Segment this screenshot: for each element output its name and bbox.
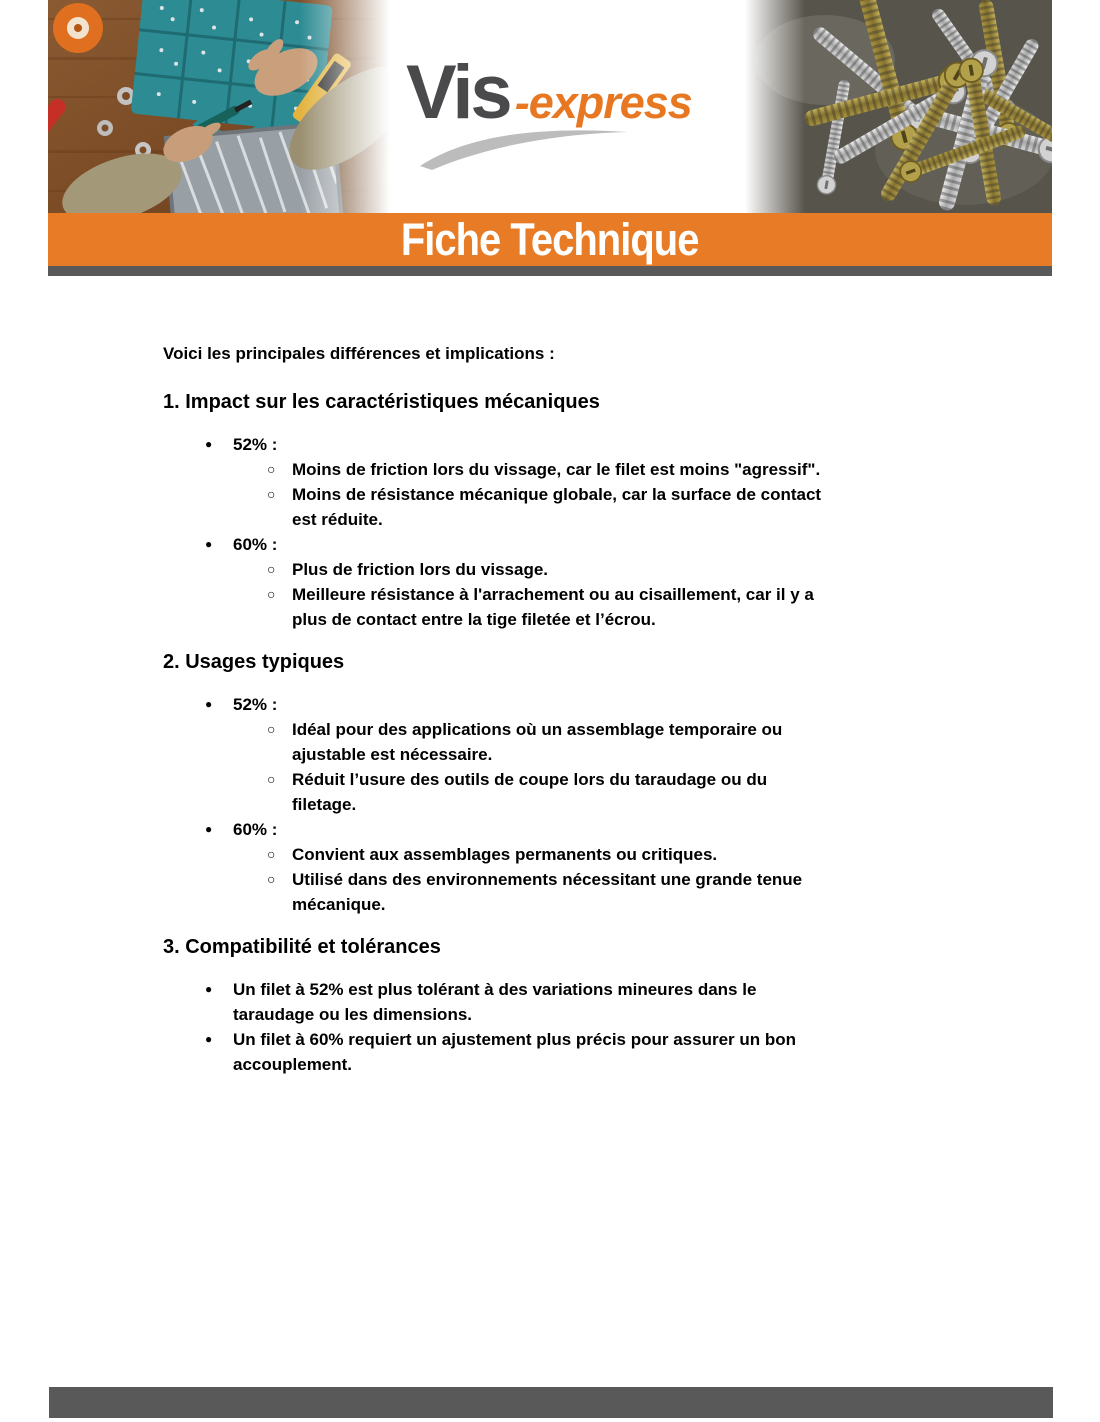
sub-bullet-text-line: Réduit l’usure des outils de coupe lors du taraudage ou du [292, 770, 768, 789]
workbench-photo-illustration [48, 0, 390, 213]
header [48, 0, 1052, 213]
sub-bullet-text-line: mécanique. [292, 895, 386, 914]
sub-bullet-text-line: Moins de friction lors du vissage, car le filet est moins "agressif". [292, 460, 821, 479]
section-heading: 1. Impact sur les caractéristiques mécaniques [163, 391, 600, 413]
bullet-item [163, 532, 973, 557]
bullet-dot-icon: ● [205, 437, 213, 451]
sub-bullet-text-line: Idéal pour des applications où un assemblage temporaire ou [292, 720, 783, 739]
bullet-circle-icon: ○ [267, 561, 276, 577]
bullet-dot-icon: ● [205, 697, 213, 711]
bullet-item [163, 1027, 973, 1077]
brand-logo [390, 0, 745, 213]
section-heading: 3. Compatibilité et tolérances [163, 936, 441, 958]
sub-bullet-text-line: Utilisé dans des environnements nécessitant une grande tenue [292, 870, 803, 889]
bullet-circle-icon: ○ [267, 586, 276, 602]
section-2 [163, 648, 973, 917]
sub-bullet-item [163, 457, 973, 482]
bullet-dot-icon: ● [205, 982, 213, 996]
bullet-circle-icon: ○ [267, 771, 276, 787]
intro-text: Voici les principales différences et implications : [163, 344, 555, 363]
bullet-circle-icon: ○ [267, 846, 276, 862]
brand-name [406, 49, 692, 136]
bullet-circle-icon: ○ [267, 721, 276, 737]
sub-bullet-item [163, 717, 973, 767]
sub-bullet-text-line: filetage. [292, 795, 357, 814]
sub-bullet-text-line: ajustable est nécessaire. [292, 745, 493, 764]
brand-swoosh-icon [416, 124, 636, 172]
bullet-item [163, 977, 973, 1027]
bullet-dot-icon: ● [205, 1032, 213, 1046]
bullet-label: 52% : [233, 435, 278, 454]
bullet-text-line: Un filet à 60% requiert un ajustement plus précis pour assurer un bon [233, 1030, 797, 1049]
sub-bullet-item [163, 482, 973, 532]
sub-bullet-item [163, 867, 973, 917]
bullet-text-line: accouplement. [233, 1055, 353, 1074]
sub-bullet-text-line: plus de contact entre la tige filetée et l’écrou. [292, 610, 656, 629]
bullet-item [163, 817, 973, 842]
bullet-label: 60% : [233, 535, 278, 554]
bullet-text-line: taraudage ou les dimensions. [233, 1005, 473, 1024]
section-3 [163, 933, 973, 1077]
sub-bullet-text-line: Moins de résistance mécanique globale, car la surface de contact [292, 485, 822, 504]
section-heading: 2. Usages typiques [163, 651, 345, 673]
sub-bullet-text-line: Meilleure résistance à l'arrachement ou au cisaillement, car il y a [292, 585, 814, 604]
bullet-label: 52% : [233, 695, 278, 714]
sub-bullet-item [163, 582, 973, 632]
brand-name-primary: Vis [406, 50, 510, 135]
bullet-dot-icon: ● [205, 822, 213, 836]
footer-bar [49, 1387, 1053, 1418]
bullet-item [163, 432, 973, 457]
document-body [163, 341, 973, 1077]
section-1 [163, 388, 973, 632]
bullet-label: 60% : [233, 820, 278, 839]
bullet-circle-icon: ○ [267, 461, 276, 477]
sub-bullet-item [163, 557, 973, 582]
bullet-dot-icon: ● [205, 537, 213, 551]
banner [48, 213, 1052, 266]
banner-title: Fiche Technique [401, 213, 699, 265]
divider-bar [48, 266, 1052, 276]
bullet-item [163, 692, 973, 717]
bullet-circle-icon: ○ [267, 486, 276, 502]
workbench-photo [48, 0, 390, 213]
screws-photo [745, 0, 1052, 213]
screws-photo-illustration [745, 0, 1052, 213]
bullet-circle-icon: ○ [267, 871, 276, 887]
sub-bullet-item [163, 842, 973, 867]
sub-bullet-text-line: Plus de friction lors du vissage. [292, 560, 549, 579]
brand-name-secondary: -express [514, 77, 692, 128]
bullet-text-line: Un filet à 52% est plus tolérant à des variations mineures dans le [233, 980, 757, 999]
sub-bullet-text-line: Convient aux assemblages permanents ou critiques. [292, 845, 718, 864]
sub-bullet-text-line: est réduite. [292, 510, 383, 529]
sub-bullet-item [163, 767, 973, 817]
